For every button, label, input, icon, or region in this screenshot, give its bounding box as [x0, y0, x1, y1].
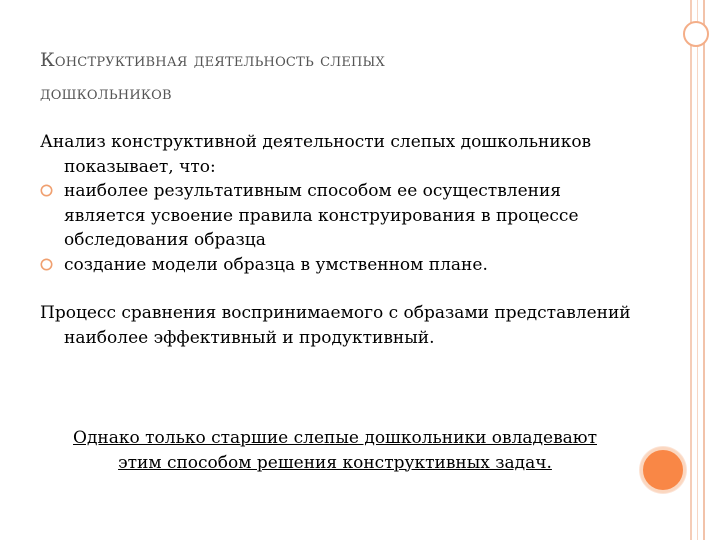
slide-body — [40, 130, 640, 350]
closing-statement: Однако только старшие слепые дошкольники овладевают этим способом решения конструктивных задач. — [73, 428, 597, 473]
second-paragraph: Процесс сравнения воспринимаемого с образами представлений наиболее эффективный и продуктивный. — [40, 303, 631, 348]
decorative-line — [690, 0, 692, 540]
decorative-circle-icon — [683, 21, 709, 47]
bullet-text: создание модели образца в умственном плане. — [64, 254, 488, 275]
decorative-line — [703, 0, 705, 540]
title-line-1: Конструктивная деятельность слепых — [40, 49, 386, 71]
title-line-2: дошкольников — [40, 82, 172, 104]
intro-paragraph: Анализ конструктивной деятельности слепых дошкольников показывает, что: — [40, 132, 592, 177]
slide-title — [40, 44, 630, 110]
list-item — [40, 179, 640, 253]
bullet-text: наиболее результативным способом ее осуществления является усвоение правила конструирования в процессе обследования образца — [64, 181, 579, 250]
bullet-list — [40, 179, 640, 277]
circle-bullet-icon — [40, 258, 53, 271]
circle-bullet-icon — [40, 184, 53, 197]
accent-circle-icon — [640, 447, 686, 493]
list-item — [40, 253, 640, 278]
decorative-line — [697, 0, 698, 540]
